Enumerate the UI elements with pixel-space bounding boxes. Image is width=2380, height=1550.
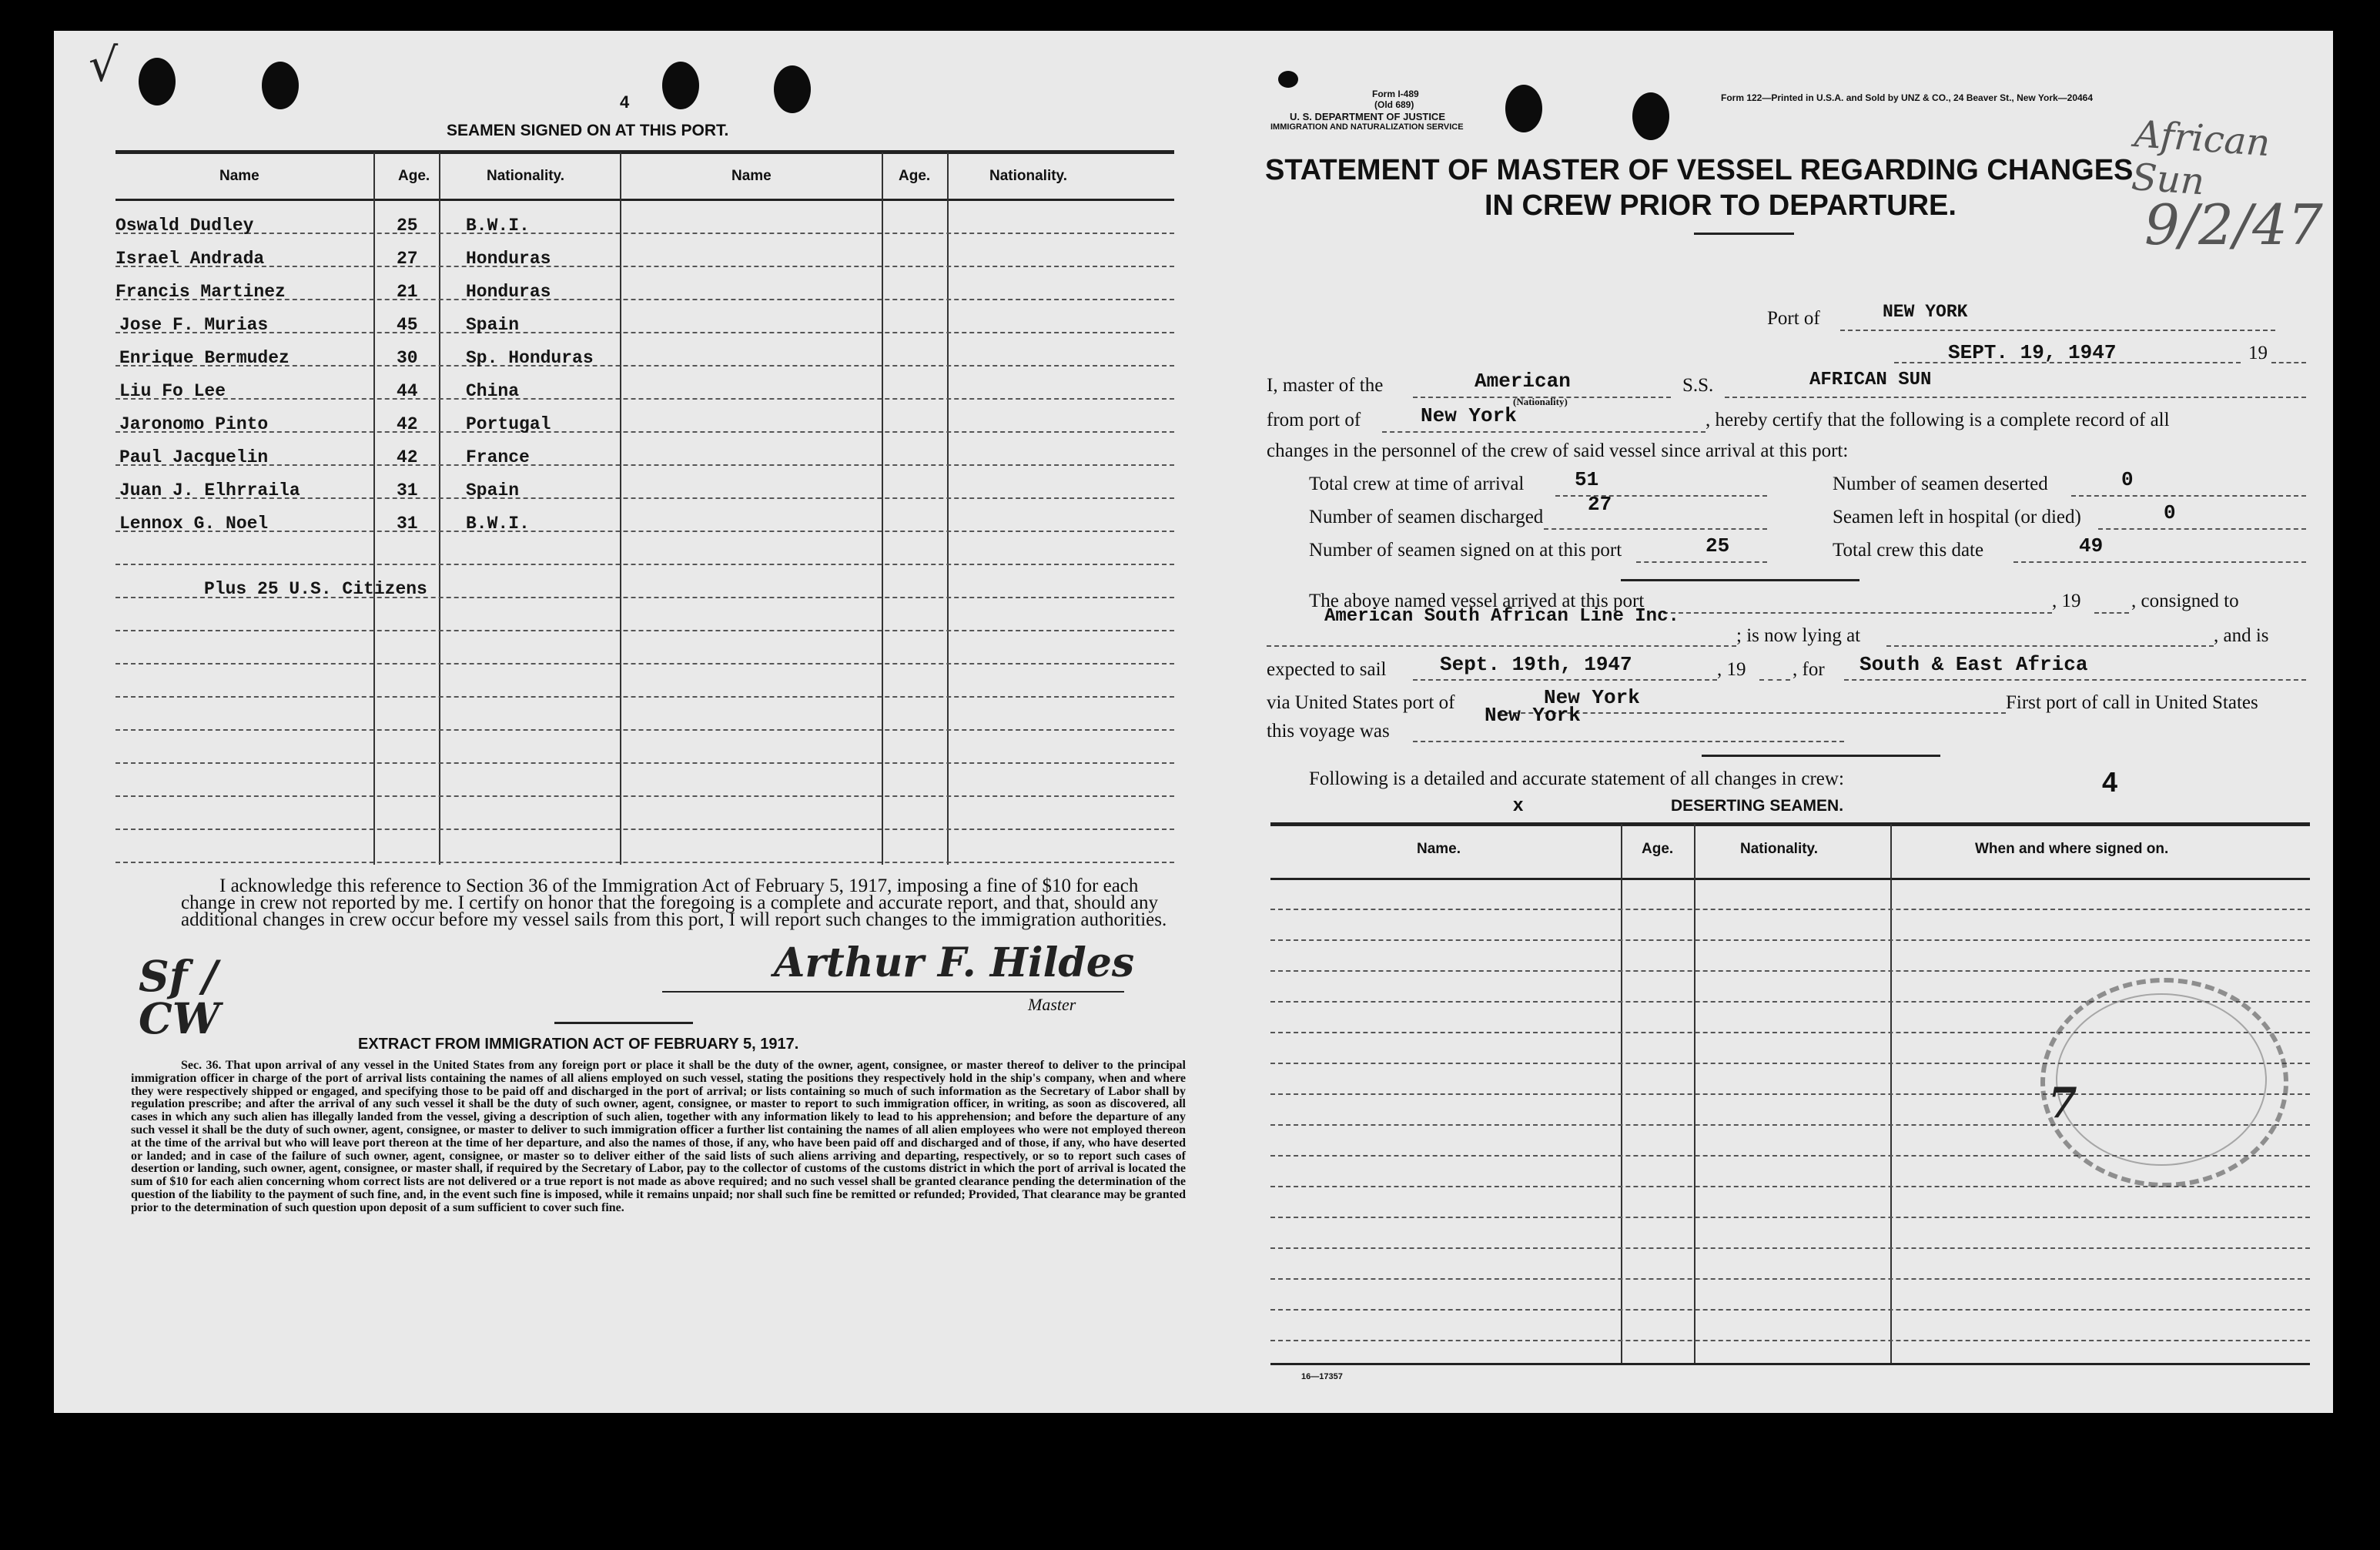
destination-value: South & East Africa <box>1859 653 2088 676</box>
seaman-nationality: B.W.I. <box>466 514 530 534</box>
seaman-age: 42 <box>397 414 418 434</box>
deserting-header-name: Name. <box>1417 841 1461 857</box>
total-crew-arrival-label: Total crew at time of arrival <box>1309 474 1525 494</box>
initials-handwritten: Sf / CW <box>139 951 220 1043</box>
punch-hole-4 <box>774 65 811 113</box>
discharged-value: 27 <box>1588 493 1612 516</box>
signed-on-label: Number of seamen signed on at this port <box>1309 540 1622 561</box>
seaman-age: 44 <box>397 381 418 401</box>
master-label: Master <box>1028 995 1076 1014</box>
deserted-label: Number of seamen deserted <box>1833 474 2048 494</box>
port-value: NEW YORK <box>1883 302 1968 322</box>
seaman-nationality: Honduras <box>466 249 551 269</box>
header-age-1: Age. <box>398 168 430 184</box>
seaman-name: Oswald Dudley <box>115 216 254 236</box>
hospital-value: 0 <box>2164 501 2176 524</box>
seaman-name: Juan J. Elhrraila <box>119 480 300 500</box>
page-number: 4 <box>620 92 630 112</box>
header-nationality-2: Nationality. <box>989 168 1067 184</box>
form-old-number: (Old 689) <box>1374 99 1414 110</box>
discharged-label: Number of seamen discharged <box>1309 507 1544 527</box>
punch-hole-1 <box>139 58 176 105</box>
check-mark: √ <box>89 38 119 92</box>
first-port-value: New York <box>1485 704 1581 727</box>
header-name-1: Name <box>219 168 259 184</box>
consigned-to: , consigned to <box>2131 591 2239 611</box>
seaman-name: Lennox G. Noel <box>119 514 269 534</box>
us-citizens-note: Plus 25 U.S. Citizens <box>204 579 427 599</box>
document-sheet <box>54 31 2333 1413</box>
this-voyage-label: this voyage was <box>1267 721 1390 742</box>
total-today-label: Total crew this date <box>1833 540 1984 561</box>
page-mark: 4 <box>2102 766 2118 798</box>
form-title-line1: STATEMENT OF MASTER OF VESSEL REGARDING CHANGES <box>1265 154 2134 186</box>
master-signature: Arthur F. Hildes <box>774 939 1135 986</box>
punch-hole-3 <box>662 62 699 109</box>
seaman-name: Francis Martinez <box>115 282 286 302</box>
footer-code: 16—17357 <box>1301 1372 1343 1381</box>
seaman-name: Jose F. Murias <box>119 315 269 335</box>
via-port-label: via United States port of <box>1267 692 1455 713</box>
date-suffix: 19 <box>2248 343 2268 363</box>
extract-title: EXTRACT FROM IMMIGRATION ACT OF FEBRUARY 5, 1917. <box>358 1036 799 1053</box>
consignee-value: American South African Line Inc. <box>1324 606 1679 627</box>
seaman-name: Israel Andrada <box>115 249 265 269</box>
master-of-the-label: I, master of the <box>1267 375 1384 396</box>
expected-to-sail-label: expected to sail <box>1267 659 1387 680</box>
nationality-value: American <box>1475 370 1571 393</box>
ss-label: S.S. <box>1682 375 1714 396</box>
punch-hole-6 <box>1632 92 1669 140</box>
seaman-nationality: Honduras <box>466 282 551 302</box>
total-crew-arrival-value: 51 <box>1575 468 1599 491</box>
ink-blot-icon <box>1278 71 1298 88</box>
seaman-age: 25 <box>397 216 418 236</box>
header-age-2: Age. <box>899 168 931 184</box>
arrived-19: , 19 <box>2052 591 2081 611</box>
deserting-header-nationality: Nationality. <box>1740 841 1818 857</box>
sail-date-value: Sept. 19th, 1947 <box>1440 653 1632 676</box>
port-label: Port of <box>1767 308 1820 329</box>
and-is-label: , and is <box>2214 625 2269 646</box>
lying-at-label: ; is now lying at <box>1736 625 1861 646</box>
seaman-name: Jaronomo Pinto <box>119 414 269 434</box>
immigration-stamp-inner <box>2056 993 2267 1166</box>
deserting-header-signed-on: When and where signed on. <box>1975 841 2169 857</box>
printer-note: Form 122—Printed in U.S.A. and Sold by UNZ & CO., 24 Beaver St., New York—20464 <box>1721 92 2094 103</box>
seaman-age: 31 <box>397 514 418 534</box>
first-port-label: First port of call in United States <box>2006 692 2258 713</box>
x-mark: x <box>1513 795 1524 815</box>
seaman-nationality: Portugal <box>466 414 551 434</box>
date-value: SEPT. 19, 1947 <box>1948 341 2117 364</box>
seaman-nationality: Spain <box>466 480 520 500</box>
extract-text: Sec. 36. That upon arrival of any vessel in the United States from any foreign port or place it shall be the duty of the owner, agent, consignee, or master thereof to deliver to the principal immigration officer in charge of the port of arrival lists containing the names of all aliens employed on such vessel, stating the positions they respectively hold in the ship's company, when and where they were respectively shipped or engaged, and specifying those to be paid off and discharged in the port of arrival; or lists containing so much of such information as the Secretary of Labor shall by regulation prescribe; and after the arrival of any such vessel it shall be the duty of such owner, agent, consignee, or master to report to such immigration officer, in writing, as soon as discovered, all cases in which any such alien has illegally landed from the vessel, giving a description of such alien, together with any information likely to lead to his apprehension; and before the departure of any such vessel it shall be the duty of such owner, agent, consignee, or master to deliver to such immigration officer a further list containing the names of all alien employees who were not employed thereon at the time of the arrival but who will leave port thereon at the time of her departure, and also the names of those, if any, who have been paid off and discharged and of those, if any, who have deserted or landed; and in case of the failure of such owner, agent, consignee, or master so to deliver either of the said lists of such aliens arriving and departing, respectively, or so to report such cases of desertion or landing, such owner, agent, consignee, or master shall, if required by the Secretary of Labor, pay to the collector of customs of the customs district in which the port of arrival is located the sum of $10 for each alien concerning whom correct lists are not delivered or a true report is not made as above required; and no such vessel shall be granted clearance pending the determination of the question of the liability to the payment of such fine, and, in the event such fine is imposed, while it remains unpaid; nor shall such fine be remitted or refunded; Provided, That clearance may be granted prior to the determination of such question upon deposit of a sum sufficient to cover such fine. <box>131 1059 1186 1214</box>
header-nationality-1: Nationality. <box>487 168 564 184</box>
service-name: IMMIGRATION AND NATURALIZATION SERVICE <box>1270 122 1464 132</box>
for-label: , for <box>1793 659 1825 680</box>
seaman-age: 42 <box>397 447 418 467</box>
deserted-value: 0 <box>2121 468 2134 491</box>
sail-19: , 19 <box>1717 659 1746 680</box>
seaman-nationality: France <box>466 447 530 467</box>
via-port-value: New York <box>1544 686 1640 709</box>
following-text: Following is a detailed and accurate statement of all changes in crew: <box>1309 768 1844 789</box>
nationality-caption: (Nationality) <box>1513 396 1568 407</box>
header-name-2: Name <box>731 168 772 184</box>
certify-text: , hereby certify that the following is a complete record of all <box>1705 410 2170 430</box>
left-title: SEAMEN SIGNED ON AT THIS PORT. <box>447 122 729 139</box>
seaman-age: 45 <box>397 315 418 335</box>
seaman-nationality: Spain <box>466 315 520 335</box>
deserting-header-age: Age. <box>1642 841 1674 857</box>
seaman-age: 21 <box>397 282 418 302</box>
seaman-name: Paul Jacquelin <box>119 447 269 467</box>
seaman-age: 31 <box>397 480 418 500</box>
form-title-line2: IN CREW PRIOR TO DEPARTURE. <box>1485 189 1957 222</box>
seaman-nationality: China <box>466 381 520 401</box>
acknowledgement-text: I acknowledge this reference to Section 36 of the Immigration Act of February 5, 1917, imposing a fine of $10 for each change in crew not reported by me. I certify on honor that the foregoing is a complete and accurate report, and that, should any additional changes in crew occur before my vessel sails from this port, I will report such changes to the immigration authorities. <box>181 875 1167 930</box>
seaman-age: 30 <box>397 348 418 368</box>
from-port-value: New York <box>1421 404 1517 427</box>
stamp-number: 7 <box>2048 1078 2077 1127</box>
arrived-text: The above named vessel arrived at this port <box>1309 591 1645 611</box>
department-name: U. S. DEPARTMENT OF JUSTICE <box>1290 111 1445 122</box>
changes-text: changes in the personnel of the crew of said vessel since arrival at this port: <box>1267 440 1849 461</box>
punch-hole-5 <box>1505 85 1542 132</box>
deserting-seamen-title: DESERTING SEAMEN. <box>1671 797 1844 815</box>
seaman-name: Enrique Bermudez <box>119 348 290 368</box>
from-port-label: from port of <box>1267 410 1361 430</box>
seaman-nationality: Sp. Honduras <box>466 348 594 368</box>
seaman-age: 27 <box>397 249 418 269</box>
seaman-nationality: B.W.I. <box>466 216 530 236</box>
handwritten-ship-name: African Sun <box>2130 112 2272 204</box>
form-number: Form I-489 <box>1372 89 1419 99</box>
punch-hole-2 <box>262 62 299 109</box>
handwritten-date: 9/2/47 <box>2144 192 2323 257</box>
signed-on-value: 25 <box>1705 534 1730 557</box>
total-today-value: 49 <box>2079 534 2104 557</box>
hospital-label: Seamen left in hospital (or died) <box>1833 507 2081 527</box>
seaman-name: Liu Fo Lee <box>119 381 226 401</box>
vessel-name: AFRICAN SUN <box>1809 370 1932 390</box>
